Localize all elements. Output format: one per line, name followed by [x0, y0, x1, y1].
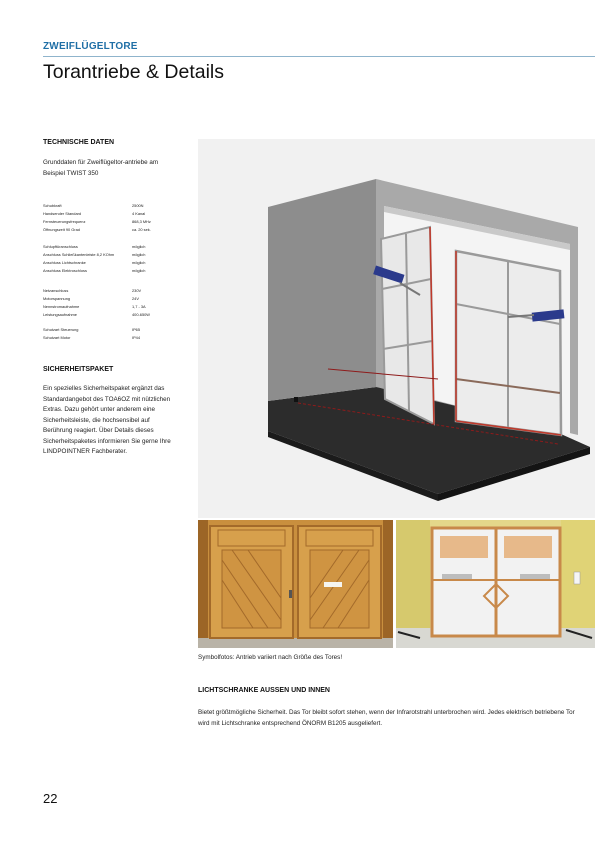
spec-value: ca. 20 sek. [132, 227, 151, 233]
spec-value: 230V [132, 288, 142, 293]
spec-row [43, 326, 173, 334]
spec-group [43, 287, 173, 319]
tech-data-intro: Grunddaten für Zweiflügeltor-antriebe am Beispiel TWIST 350 [43, 159, 159, 177]
spec-value: möglich [132, 244, 146, 249]
spec-row [43, 303, 173, 311]
spec-value: möglich [132, 268, 146, 274]
spec-label: Motorspannung [43, 296, 71, 302]
spec-label: Nennstromaufnahme [43, 304, 80, 310]
spec-row [43, 243, 173, 251]
spec-label: Anschluss Schließkantenleiste 8,2 KOhm [43, 252, 115, 258]
spec-label: Schlupftüranschluss [43, 244, 78, 249]
page-title: Torantriebe & Details [43, 61, 225, 83]
safety-package-text: Ein spezielles Sicherheitspaket ergänzt das Standardangebot des TOA6OZ mit nützlichen Extras. Dazu gehört unter anderem eine Sicherheitsleiste, die hochsensibel auf Berührung reagiert. Über Details dieses Sicherheitspaketes informieren Sie gerne Ihre LINDPOINTNER Fachberater. [43, 385, 171, 455]
spec-value: 4 Kanal [132, 211, 146, 217]
spec-value: möglich [132, 260, 146, 266]
spec-value: möglich [132, 252, 146, 258]
spec-value: 868,3 MHz [132, 219, 151, 225]
page-number: 22 [43, 791, 58, 806]
spec-row [43, 226, 173, 234]
photo-gate-interior [396, 520, 595, 648]
spec-row [43, 295, 173, 303]
spec-row [43, 259, 173, 267]
spec-row [43, 251, 173, 259]
safety-package-heading: SICHERHEITSPAKET [43, 366, 114, 373]
spec-value: 24V [132, 296, 139, 302]
spec-group [43, 243, 173, 275]
gate-drive-diagram [198, 139, 595, 518]
spec-value: 400-650W [132, 312, 150, 318]
right-gate-leaf [456, 251, 561, 435]
spec-label: Fernsteuerungsfrequenz [43, 219, 86, 225]
wall-left [268, 179, 376, 401]
spec-row [43, 311, 173, 319]
tech-data-heading: TECHNISCHE DATEN [43, 139, 115, 146]
left-gate-leaf [381, 227, 434, 424]
spec-label: Anschluss Lichtschranke [43, 260, 86, 266]
section-label: ZWEIFLÜGELTORE [43, 41, 138, 52]
spec-value: 2500N [132, 203, 144, 208]
spec-row [43, 202, 173, 210]
spec-row [43, 210, 173, 218]
spec-label: Schutzart Steuerung [43, 327, 79, 332]
spec-label: Schutzart Motor [43, 335, 71, 341]
spec-row [43, 218, 173, 226]
photo-caption: Symbolfotos: Antrieb variiert nach Größe des Tores! [198, 654, 343, 661]
spec-row [43, 267, 173, 275]
light-barrier-text: Bietet größtmögliche Sicherheit. Das Tor bleibt sofort stehen, wenn der Infrarotstrahl unterbrochen wird. Jedes elektrisch betriebene Tor wird mit Lichtschranke entsprechend ÖNORM B1205 ausgeliefert. [198, 709, 575, 727]
spec-label: Handsender Standard [43, 211, 82, 217]
photocell-icon [294, 397, 298, 402]
spec-value: IP65 [132, 327, 141, 332]
spec-value: IP44 [132, 335, 141, 341]
spec-group [43, 202, 173, 234]
spec-label: Anschluss Elektroschloss [43, 268, 87, 274]
spec-value: 1,7 - 3A [132, 304, 146, 310]
spec-label: Leistungsaufnahme [43, 312, 77, 318]
photo-wooden-gate [198, 520, 393, 648]
header-rule [43, 56, 595, 57]
spec-label: Schubkraft [43, 203, 62, 208]
spec-row [43, 334, 173, 342]
spec-group [43, 326, 173, 342]
spec-row [43, 287, 173, 295]
light-barrier-heading: LICHTSCHRANKE AUSSEN UND INNEN [198, 687, 330, 694]
spec-label: Öffnungszeit 90 Grad [43, 227, 80, 233]
spec-label: Netzanschluss [43, 288, 69, 293]
